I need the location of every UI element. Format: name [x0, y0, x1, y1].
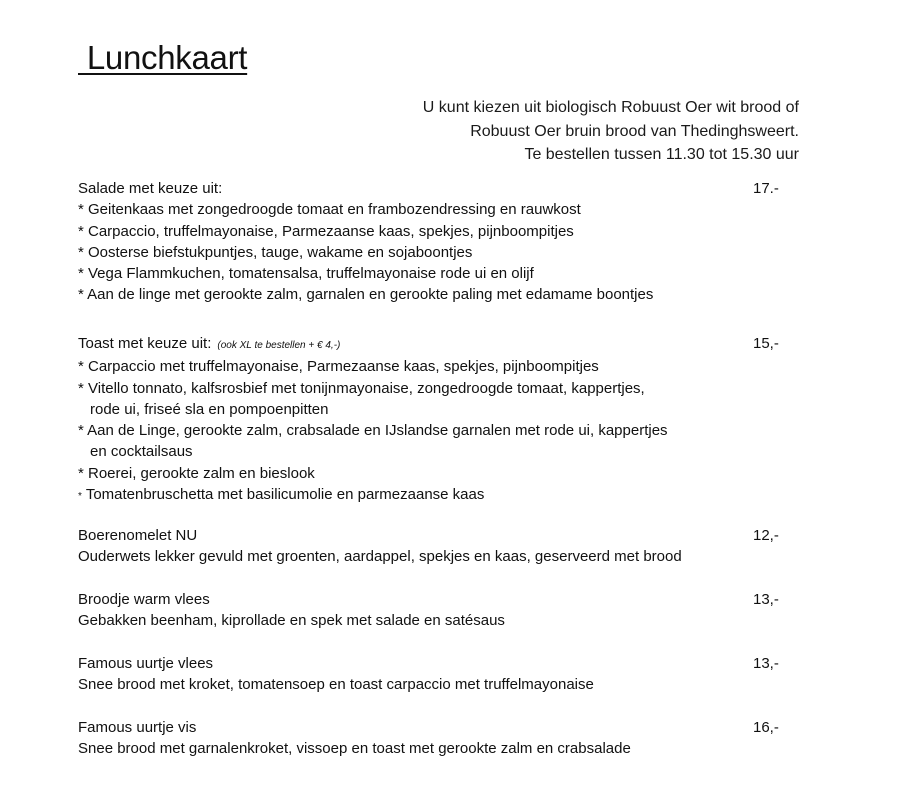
section-heading: Salade met keuze uit: [78, 180, 223, 197]
menu-item: * Vega Flammkuchen, tomatensalsa, truffelmayonaise rode ui en olijf [78, 265, 534, 283]
section-heading-row [78, 333, 838, 356]
menu-item [78, 484, 838, 507]
intro-line: U kunt kiezen uit biologisch Robuust Oer wit brood of [422, 99, 799, 116]
xl-note: (ook XL te bestellen + € 4,-) [217, 340, 341, 351]
broodje-section [78, 589, 838, 632]
section-heading: Famous uurtje vlees [78, 655, 214, 672]
section-description: Snee brood met garnalenkroket, vissoep en toast met gerookte zalm en crabsalade [78, 740, 631, 758]
salade-section [78, 178, 838, 306]
menu-item: * Roerei, gerookte zalm en bieslook [78, 464, 315, 482]
section-description: Ouderwets lekker gevuld met groenten, aardappel, spekjes en kaas, geserveerd met brood [78, 548, 682, 566]
menu-item-text: Tomatenbruschetta met basilicumolie en parmezaanse kaas [85, 486, 485, 504]
menu-item: * Geitenkaas met zongedroogde tomaat en frambozendressing en rauwkost [78, 201, 581, 219]
section-price: 12,- [753, 527, 779, 544]
section-heading: Boerenomelet NU [78, 527, 198, 544]
menu-item: * Carpaccio, truffelmayonaise, Parmezaanse kaas, spekjes, pijnboompitjes [78, 222, 574, 240]
page-title: Lunchkaart [78, 39, 248, 76]
menu-item: * Carpaccio met truffelmayonaise, Parmezaanse kaas, spekjes, pijnboompitjes [78, 358, 599, 376]
section-description: Snee brood met kroket, tomatensoep en toast carpaccio met truffelmayonaise [78, 676, 594, 694]
section-price: 13,- [753, 655, 779, 672]
menu-item: * Vitello tonnato, kalfsrosbief met tonijnmayonaise, zongedroogde tomaat, kappertjes, [78, 379, 645, 397]
uurtje-vis-section [78, 717, 838, 760]
section-price: 15,- [753, 335, 779, 352]
bullet-star: * [78, 491, 82, 503]
menu-item-continued: en cocktailsaus [90, 443, 193, 461]
section-description: Gebakken beenham, kiprollade en spek met salade en satésaus [78, 612, 505, 630]
section-heading: Toast met keuze uit: [78, 335, 212, 352]
section-price: 17.- [753, 180, 779, 197]
intro-line: Robuust Oer bruin brood van Thedinghsweert. [470, 122, 799, 140]
section-price: 16,- [753, 719, 779, 736]
intro-text [423, 96, 799, 167]
section-price: 13,- [753, 591, 779, 608]
section-heading: Broodje warm vlees [78, 591, 210, 608]
intro-line: Te bestellen tussen 11.30 tot 15.30 uur [524, 146, 799, 163]
menu-item: * Oosterse biefstukpuntjes, tauge, wakame en sojaboontjes [78, 243, 473, 261]
menu-item: * Aan de linge met gerookte zalm, garnalen en gerookte paling met edamame boontjes [78, 286, 654, 304]
uurtje-vlees-section [78, 653, 838, 696]
menu-item: * Aan de Linge, gerookte zalm, crabsalade en IJslandse garnalen met rode ui, kappertjes [78, 422, 668, 440]
section-heading: Famous uurtje vis [78, 719, 197, 736]
boerenomelet-section [78, 525, 838, 568]
toast-section [78, 333, 838, 507]
menu-item-continued: rode ui, friseé sla en pompoenpitten [90, 400, 329, 418]
